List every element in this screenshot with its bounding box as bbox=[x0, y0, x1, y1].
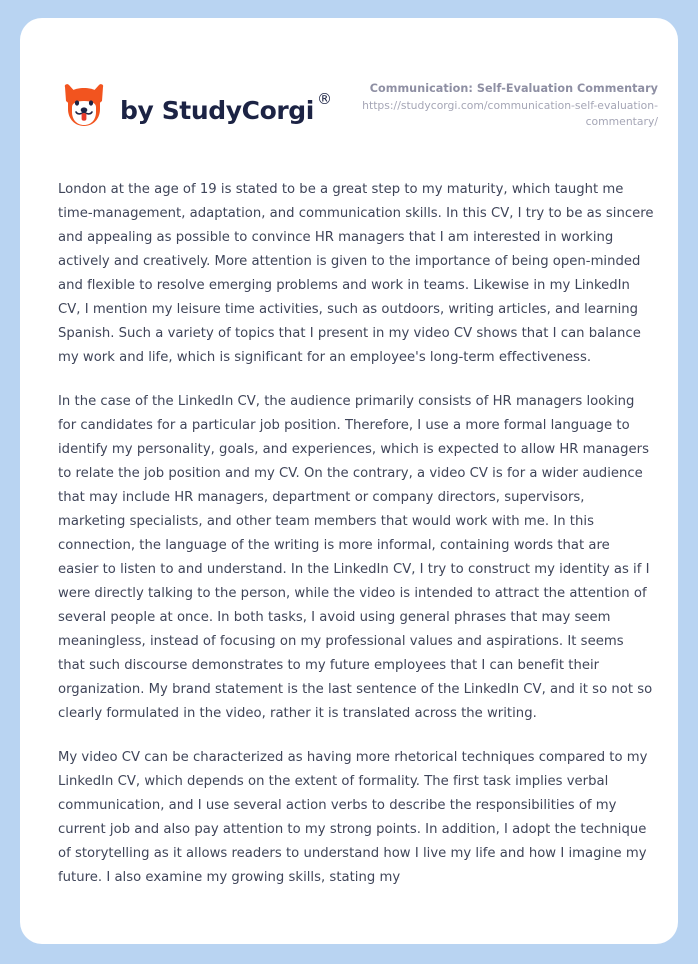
body-paragraph: In the case of the LinkedIn CV, the audience primarily consists of HR managers looking for candidates for a particular job position. Therefore, I use a more formal language to identify my personality, goals, and experiences, which is expected to allow HR managers to relate the job position and my CV. On the contrary, a video CV is for a wider audience that may include HR managers, department or company directors, supervisors, marketing specialists, and other team members that would work with me. In this connection, the language of the writing is more informal, containing words that are easier to listen to and understand. In the LinkedIn CV, I try to construct my identity as if I were directly talking to the person, while the video is intended to attract the attention of several people at once. In both tasks, I avoid using general phrases that may seem meaningless, instead of focusing on my professional values and aspirations. It seems that such discourse demonstrates to my future employees that I can benefit their organization. My brand statement is the last sentence of the LinkedIn CV, and it so not so clearly formulated in the video, rather it is translated across the writing. bbox=[58, 394, 653, 721]
body-paragraph: My video CV can be characterized as having more rhetorical techniques compared to my LinkedIn CV, which depends on the extent of formality. The first task implies verbal communication, and I use several action verbs to describe the responsibilities of my current job and also pay attention to my strong points. In addition, I adopt the technique of storytelling as it allows readers to understand how I live my life and how I imagine my future. I also examine my growing skills, stating my bbox=[58, 750, 648, 885]
page-title: Communication: Self-Evaluation Commentary bbox=[369, 82, 658, 95]
document-body bbox=[58, 178, 654, 890]
registered-trademark-icon: ® bbox=[316, 89, 332, 108]
brand-text bbox=[120, 89, 332, 125]
brand-name: by StudyCorgi bbox=[120, 95, 314, 125]
corgi-face-logo-icon bbox=[58, 81, 110, 133]
body-paragraph: London at the age of 19 is stated to be a great step to my maturity, which taught me time-management, adaptation, and communication skills. In this CV, I try to be as sincere and appealing as possible to convince HR managers that I am interested in working actively and creatively. More attention is given to the importance of being open-minded and flexible to resolve emerging problems and work in teams. Likewise in my LinkedIn CV, I mention my leisure time activities, such as outdoors, writing articles, and learning Spanish. Such a variety of topics that I present in my video CV shows that I can balance my work and life, which is significant for an employee's long-term effectiveness. bbox=[58, 182, 654, 365]
document-meta bbox=[358, 73, 658, 129]
source-url[interactable]: https://studycorgi.com/communication-self-evaluation-commentary/ bbox=[362, 99, 658, 128]
document-header bbox=[58, 73, 658, 145]
brand-block bbox=[58, 73, 332, 133]
document-page bbox=[20, 18, 678, 944]
